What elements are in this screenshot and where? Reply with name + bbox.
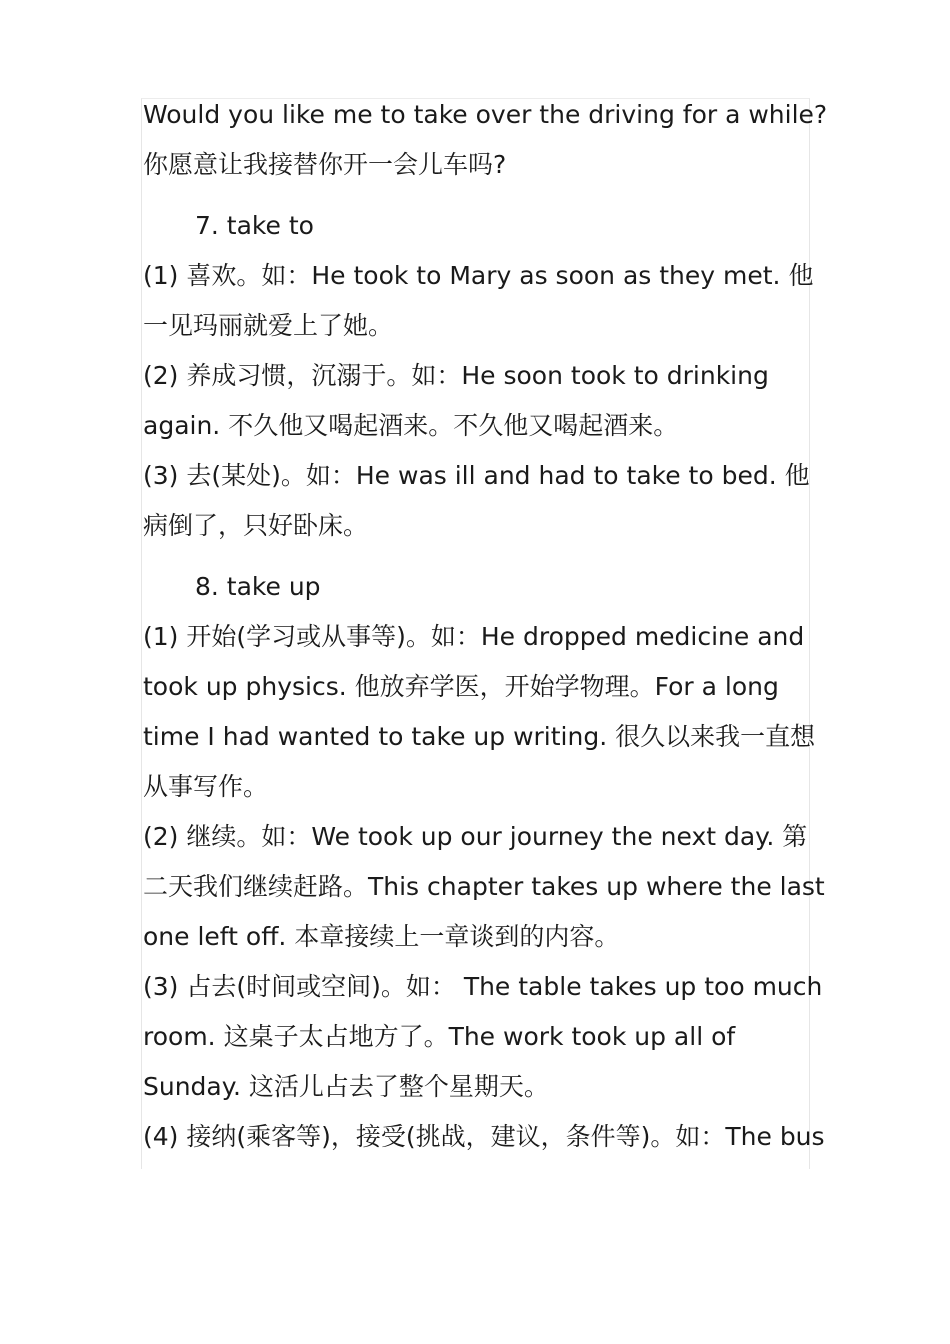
body-line: (3) 占去(时间或空间)。如： The table takes up too much — [143, 972, 823, 1001]
body-line: (1) 开始(学习或从事等)。如：He dropped medicine and — [143, 622, 805, 651]
body-line: 二天我们继续赶路。This chapter takes up where the last — [143, 872, 825, 901]
body-line: 从事写作。 — [143, 772, 269, 801]
document-body — [143, 90, 828, 1162]
body-line: time I had wanted to take up writing. 很久以来我一直想 — [143, 722, 816, 751]
body-line: (1) 喜欢。如：He took to Mary as soon as they met. 他 — [143, 261, 814, 290]
body-line: (2) 继续。如：We took up our journey the next day. 第 — [143, 822, 808, 851]
body-line: (2) 养成习惯，沉溺于。如：He soon took to drinking — [143, 361, 769, 390]
intro-line: Would you like me to take over the driving for a while? — [143, 100, 828, 129]
body-line: 病倒了，只好卧床。 — [143, 511, 369, 540]
body-line: Sunday. 这活儿占去了整个星期天。 — [143, 1072, 549, 1101]
body-line: one left off. 本章接续上一章谈到的内容。 — [143, 922, 620, 951]
body-line: 一见玛丽就爱上了她。 — [143, 311, 394, 340]
section-heading-take-up: 8. take up — [195, 572, 321, 601]
intro-line: 你愿意让我接替你开一会儿车吗? — [143, 150, 507, 179]
body-line: again. 不久他又喝起酒来。不久他又喝起酒来。 — [143, 411, 679, 440]
section-gap — [143, 190, 823, 201]
body-line: room. 这桌子太占地方了。The work took up all of — [143, 1022, 736, 1051]
section-gap — [143, 551, 823, 562]
body-line: (4) 接纳(乘客等)，接受(挑战，建议，条件等)。如：The bus — [143, 1122, 825, 1151]
body-line: (3) 去(某处)。如：He was ill and had to take to bed. 他 — [143, 461, 810, 490]
section-heading-take-to: 7. take to — [195, 211, 314, 240]
body-line: took up physics. 他放弃学医，开始学物理。For a long — [143, 672, 779, 701]
